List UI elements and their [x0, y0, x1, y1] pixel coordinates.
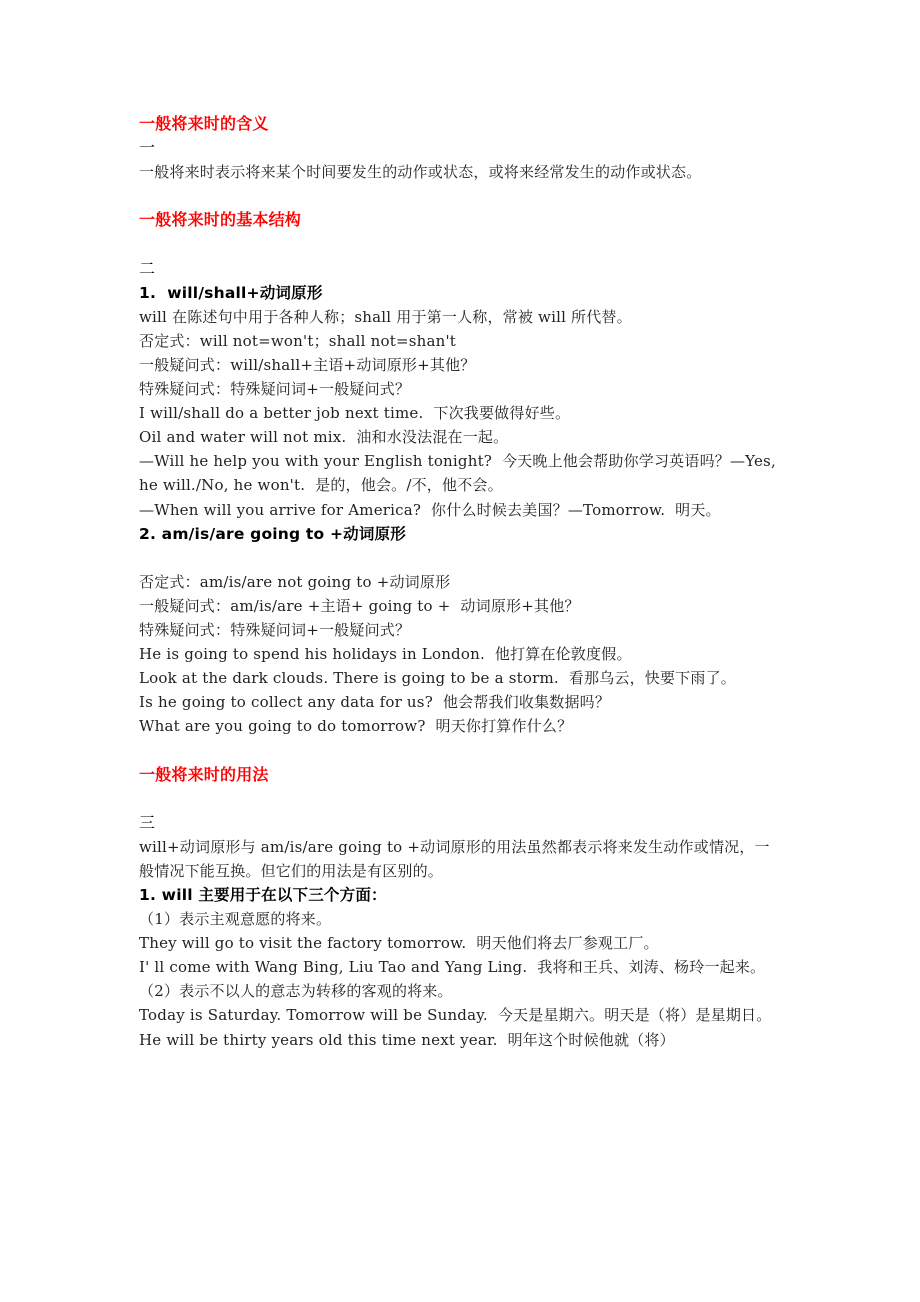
example-sentence: I' ll come with Wang Bing, Liu Tao and Yang Ling. 我将和王兵、刘涛、杨玲一起来。 — [139, 958, 766, 977]
example-sentence: —When will you arrive for America? 你什么时候去美国？—Tomorrow. 明天。 — [139, 500, 721, 519]
section-numeral-three: 三 — [139, 812, 156, 832]
document-page — [139, 112, 784, 1052]
paragraph: 一般疑问式：will/shall+主语+动词原形+其他？ — [139, 355, 476, 374]
paragraph: 否定式：am/is/are not going to +动词原形 — [139, 572, 451, 591]
subsection-title-will-usage: 1. will 主要用于在以下三个方面： — [139, 886, 387, 904]
example-sentence: —Will he help you with your English tonight? 今天晚上他会帮助你学习英语吗？—Yes, he will./No, he won't. 是的，他会。/不，他不会。 — [139, 452, 781, 495]
example-sentence: Look at the dark clouds. There is going to be a storm. 看那乌云，快要下雨了。 — [139, 669, 736, 688]
subsection-title-will-shall: 1. will/shall+动词原形 — [139, 283, 323, 302]
paragraph: （1）表示主观意愿的将来。 — [139, 910, 332, 929]
spacer — [139, 738, 784, 762]
paragraph: 一般将来时表示将来某个时间要发生的动作或状态，或将来经常发生的动作或状态。 — [139, 163, 702, 182]
paragraph: will+动词原形与 am/is/are going to +动词原形的用法虽然都表示将来发生动作或情况，一般情况下能互换。但它们的用法是有区别的。 — [139, 837, 770, 880]
paragraph: （2）表示不以人的意志为转移的客观的将来。 — [139, 982, 453, 1001]
spacer — [139, 546, 784, 570]
section-numeral-one: 一 — [139, 138, 156, 158]
section-heading-usage: 一般将来时的用法 — [139, 764, 269, 784]
example-sentence: Today is Saturday. Tomorrow will be Sunday. 今天是星期六。明天是（将）是星期日。 — [139, 1006, 772, 1025]
paragraph: 一般疑问式：am/is/are +主语+ going to + 动词原形+其他？ — [139, 596, 580, 615]
paragraph: 否定式：will not=won't；shall not=shan't — [139, 331, 457, 350]
example-sentence: They will go to visit the factory tomorrow. 明天他们将去厂参观工厂。 — [139, 934, 659, 953]
example-sentence: He is going to spend his holidays in London. 他打算在伦敦度假。 — [139, 645, 632, 664]
subsection-title-going-to: 2. am/is/are going to +动词原形 — [139, 524, 406, 543]
spacer — [139, 184, 784, 208]
example-sentence: Oil and water will not mix. 油和水没法混在一起。 — [139, 428, 509, 447]
section-numeral-two: 二 — [139, 258, 156, 278]
example-sentence: Is he going to collect any data for us? 他会帮我们收集数据吗？ — [139, 693, 611, 712]
spacer — [139, 232, 784, 256]
paragraph: 特殊疑问式：特殊疑问词+一般疑问式？ — [139, 380, 411, 399]
section-heading-meaning: 一般将来时的含义 — [139, 114, 269, 133]
spacer — [139, 787, 784, 811]
paragraph: 特殊疑问式：特殊疑问词+一般疑问式？ — [139, 620, 411, 639]
example-sentence: I will/shall do a better job next time. 下次我要做得好些。 — [139, 404, 571, 423]
paragraph: will 在陈述句中用于各种人称；shall 用于第一人称，常被 will 所代替。 — [139, 307, 632, 326]
example-sentence: What are you going to do tomorrow? 明天你打算作什么？ — [139, 717, 573, 736]
example-sentence: He will be thirty years old this time next year. 明年这个时候他就（将） — [139, 1030, 675, 1049]
section-heading-structure: 一般将来时的基本结构 — [139, 210, 302, 230]
